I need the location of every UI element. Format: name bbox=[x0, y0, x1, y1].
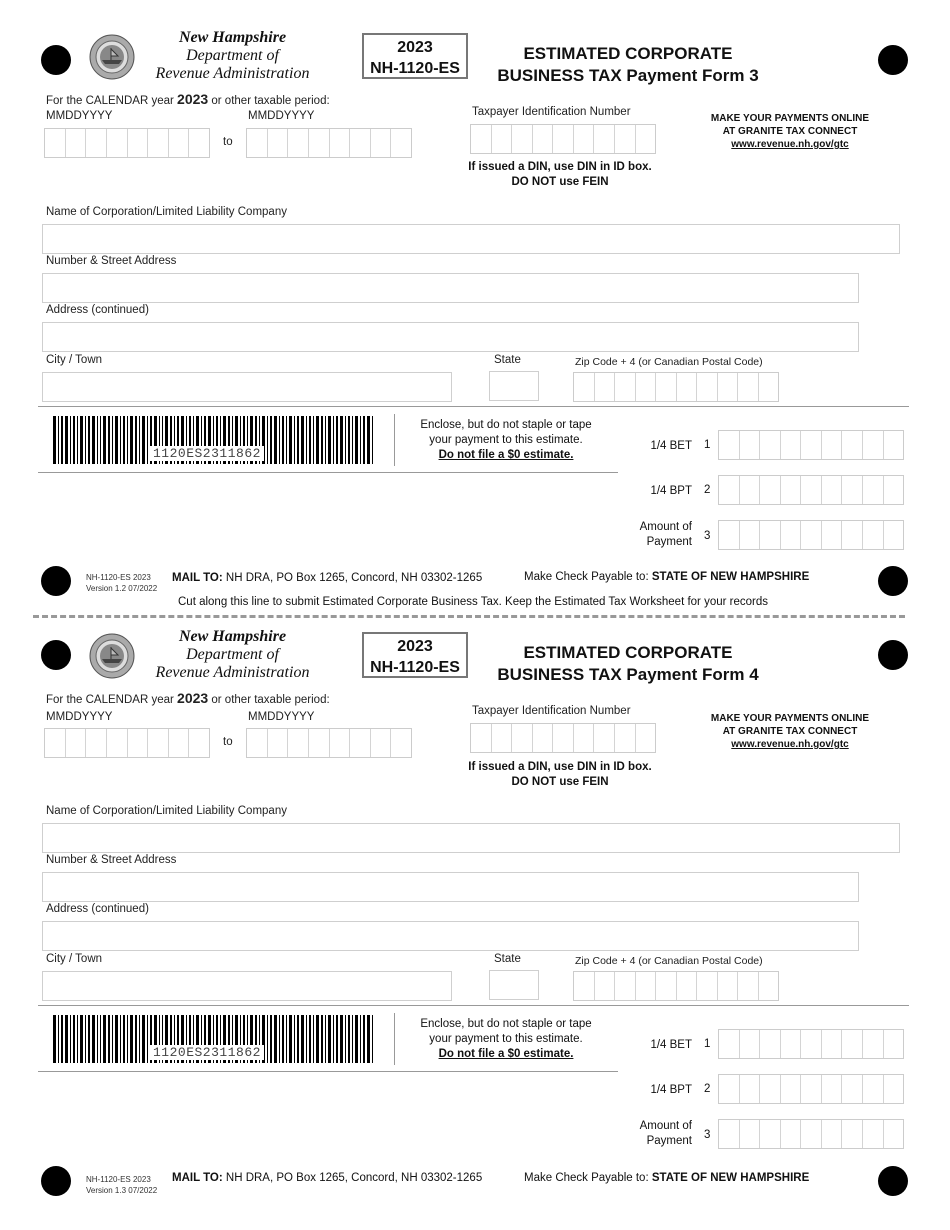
tin-label: Taxpayer Identification Number bbox=[472, 705, 631, 717]
payable-label: Make Check Payable to: bbox=[524, 1172, 649, 1184]
agency-dept: Department of bbox=[186, 646, 279, 663]
calendar-suffix: or other taxable period: bbox=[211, 694, 330, 706]
section-divider bbox=[38, 406, 909, 407]
din-note-line-2: DO NOT use FEIN bbox=[511, 776, 609, 788]
address2-input[interactable] bbox=[42, 322, 859, 352]
line-3-label bbox=[620, 1119, 692, 1149]
form-number: NH-1120-ES bbox=[370, 60, 460, 77]
payable-name: STATE OF NEW HAMPSHIRE bbox=[651, 1172, 810, 1184]
online-url-link[interactable]: www.revenue.nh.gov/gtc bbox=[731, 739, 849, 750]
line-3-payment-input[interactable] bbox=[718, 520, 904, 550]
barcode-divider bbox=[394, 1013, 395, 1065]
enclose-line-1: Enclose, but do not staple or tape bbox=[420, 419, 592, 431]
address2-label: Address (continued) bbox=[46, 903, 149, 915]
barcode-text: 1120ES2311862 bbox=[150, 446, 264, 461]
version-line-1: NH-1120-ES 2023 bbox=[86, 1175, 151, 1184]
period-start-input[interactable] bbox=[44, 728, 210, 758]
calendar-year: 2023 bbox=[177, 690, 209, 706]
state-input[interactable] bbox=[489, 970, 539, 1000]
enclose-line-3: Do not file a $0 estimate. bbox=[438, 449, 574, 461]
payable-to bbox=[524, 1172, 809, 1184]
line-3-label bbox=[620, 520, 692, 550]
form-version bbox=[86, 1174, 157, 1196]
payment-form-3 bbox=[0, 0, 950, 608]
calendar-prefix: For the CALENDAR year bbox=[46, 95, 174, 107]
registration-mark-bottom-left bbox=[41, 1166, 71, 1196]
mail-to bbox=[172, 1172, 482, 1184]
barcode-divider bbox=[394, 414, 395, 466]
line-3-number: 3 bbox=[704, 530, 711, 542]
title-line-2: BUSINESS TAX Payment Form 4 bbox=[497, 665, 759, 684]
line-2-number: 2 bbox=[704, 484, 711, 496]
state-seal-icon bbox=[89, 34, 135, 80]
agency-name bbox=[140, 628, 325, 682]
payable-label: Make Check Payable to: bbox=[524, 571, 649, 583]
agency-state: New Hampshire bbox=[178, 628, 287, 645]
mail-address: NH DRA, PO Box 1265, Concord, NH 03302-1265 bbox=[225, 572, 483, 584]
online-line-1: MAKE YOUR PAYMENTS ONLINE bbox=[710, 713, 870, 724]
name-label: Name of Corporation/Limited Liability Company bbox=[46, 805, 287, 817]
company-name-input[interactable] bbox=[42, 823, 900, 853]
line-1-label: 1/4 BET bbox=[650, 440, 692, 452]
company-name-input[interactable] bbox=[42, 224, 900, 254]
agency-admin: Revenue Administration bbox=[155, 664, 310, 681]
din-note-line-1: If issued a DIN, use DIN in ID box. bbox=[468, 161, 652, 173]
line-3-label-2: Payment bbox=[646, 536, 692, 548]
calendar-prefix: For the CALENDAR year bbox=[46, 694, 174, 706]
registration-mark-right bbox=[878, 640, 908, 670]
form-version bbox=[86, 572, 157, 594]
payable-name: STATE OF NEW HAMPSHIRE bbox=[651, 571, 810, 583]
tin-label: Taxpayer Identification Number bbox=[472, 106, 631, 118]
line-1-number: 1 bbox=[704, 439, 711, 451]
date-format-to: MMDDYYYY bbox=[248, 711, 315, 723]
title-line-1: ESTIMATED CORPORATE bbox=[523, 643, 733, 662]
registration-mark-right bbox=[878, 45, 908, 75]
barcode-underline bbox=[38, 1071, 618, 1072]
calendar-year: 2023 bbox=[177, 91, 209, 107]
line-3-label-2: Payment bbox=[646, 1135, 692, 1147]
form-year: 2023 bbox=[397, 39, 433, 56]
line-1-bet-input[interactable] bbox=[718, 430, 904, 460]
enclose-line-2: your payment to this estimate. bbox=[429, 1033, 583, 1045]
street-label: Number & Street Address bbox=[46, 255, 177, 267]
online-payment-note bbox=[700, 112, 880, 151]
city-input[interactable] bbox=[42, 971, 452, 1001]
city-label: City / Town bbox=[46, 953, 103, 965]
agency-name bbox=[140, 29, 325, 83]
street-address-input[interactable] bbox=[42, 273, 859, 303]
enclose-line-1: Enclose, but do not staple or tape bbox=[420, 1018, 592, 1030]
payable-to bbox=[524, 571, 809, 583]
state-label: State bbox=[494, 953, 521, 965]
address2-input[interactable] bbox=[42, 921, 859, 951]
online-url-link[interactable]: www.revenue.nh.gov/gtc bbox=[731, 139, 849, 150]
din-note bbox=[460, 160, 660, 190]
state-seal-icon bbox=[89, 633, 135, 679]
title-line-1: ESTIMATED CORPORATE bbox=[523, 44, 733, 63]
line-1-label: 1/4 BET bbox=[650, 1039, 692, 1051]
agency-dept: Department of bbox=[186, 47, 279, 64]
enclose-line-2: your payment to this estimate. bbox=[429, 434, 583, 446]
line-1-bet-input[interactable] bbox=[718, 1029, 904, 1059]
version-line-2: Version 1.2 07/2022 bbox=[86, 584, 158, 593]
street-label: Number & Street Address bbox=[46, 854, 177, 866]
line-3-label-1: Amount of bbox=[639, 1120, 692, 1132]
to-label: to bbox=[223, 136, 233, 148]
section-divider bbox=[38, 1005, 909, 1006]
date-format-from: MMDDYYYY bbox=[46, 711, 113, 723]
period-start-input[interactable] bbox=[44, 128, 210, 158]
enclose-note bbox=[410, 1017, 602, 1062]
city-input[interactable] bbox=[42, 372, 452, 402]
din-note bbox=[460, 760, 660, 790]
registration-mark-bottom-left bbox=[41, 566, 71, 596]
zip-input[interactable] bbox=[573, 971, 779, 1001]
line-2-number: 2 bbox=[704, 1083, 711, 1095]
enclose-note bbox=[410, 418, 602, 463]
form-title bbox=[488, 642, 768, 686]
form-number-box bbox=[362, 33, 468, 79]
registration-mark-left bbox=[41, 640, 71, 670]
agency-admin: Revenue Administration bbox=[155, 65, 310, 82]
registration-mark-bottom-right bbox=[878, 1166, 908, 1196]
date-format-from: MMDDYYYY bbox=[46, 110, 113, 122]
tin-input[interactable] bbox=[470, 124, 656, 154]
version-line-1: NH-1120-ES 2023 bbox=[86, 573, 151, 582]
din-note-line-2: DO NOT use FEIN bbox=[511, 176, 609, 188]
barcode-underline bbox=[38, 472, 618, 473]
name-label: Name of Corporation/Limited Liability Company bbox=[46, 206, 287, 218]
enclose-line-3: Do not file a $0 estimate. bbox=[438, 1048, 574, 1060]
zip-label: Zip Code + 4 (or Canadian Postal Code) bbox=[575, 356, 763, 368]
street-address-input[interactable] bbox=[42, 872, 859, 902]
line-2-label: 1/4 BPT bbox=[650, 1084, 692, 1096]
line-2-bpt-input[interactable] bbox=[718, 1074, 904, 1104]
cut-note: Cut along this line to submit Estimated Corporate Business Tax. Keep the Estimated Tax Worksheet for your records bbox=[178, 596, 768, 608]
calendar-year-label bbox=[46, 91, 330, 107]
form-title bbox=[488, 43, 768, 87]
state-input[interactable] bbox=[489, 371, 539, 401]
city-label: City / Town bbox=[46, 354, 103, 366]
payment-form-4 bbox=[0, 599, 950, 1199]
version-line-2: Version 1.3 07/2022 bbox=[86, 1186, 158, 1195]
din-note-line-1: If issued a DIN, use DIN in ID box. bbox=[468, 761, 652, 773]
line-3-number: 3 bbox=[704, 1129, 711, 1141]
form-number-box bbox=[362, 632, 468, 678]
line-3-label-1: Amount of bbox=[639, 521, 692, 533]
mail-to bbox=[172, 572, 482, 584]
form-year: 2023 bbox=[397, 638, 433, 655]
title-line-2: BUSINESS TAX Payment Form 3 bbox=[497, 66, 759, 85]
online-line-2: AT GRANITE TAX CONNECT bbox=[722, 126, 858, 137]
online-payment-note bbox=[700, 712, 880, 751]
form-number: NH-1120-ES bbox=[370, 659, 460, 676]
tin-input[interactable] bbox=[470, 723, 656, 753]
line-1-number: 1 bbox=[704, 1038, 711, 1050]
mail-to-label: MAIL TO: bbox=[172, 1172, 223, 1184]
zip-input[interactable] bbox=[573, 372, 779, 402]
period-end-input[interactable] bbox=[246, 728, 412, 758]
zip-label: Zip Code + 4 (or Canadian Postal Code) bbox=[575, 955, 763, 967]
calendar-year-label bbox=[46, 690, 330, 706]
line-2-label: 1/4 BPT bbox=[650, 485, 692, 497]
address2-label: Address (continued) bbox=[46, 304, 149, 316]
agency-state: New Hampshire bbox=[178, 29, 287, 46]
barcode-text: 1120ES2311862 bbox=[150, 1045, 264, 1060]
online-line-2: AT GRANITE TAX CONNECT bbox=[722, 726, 858, 737]
date-format-to: MMDDYYYY bbox=[248, 110, 315, 122]
registration-mark-left bbox=[41, 45, 71, 75]
online-line-1: MAKE YOUR PAYMENTS ONLINE bbox=[710, 113, 870, 124]
mail-to-label: MAIL TO: bbox=[172, 572, 223, 584]
state-label: State bbox=[494, 354, 521, 366]
period-end-input[interactable] bbox=[246, 128, 412, 158]
to-label: to bbox=[223, 736, 233, 748]
calendar-suffix: or other taxable period: bbox=[211, 95, 330, 107]
registration-mark-bottom-right bbox=[878, 566, 908, 596]
mail-address: NH DRA, PO Box 1265, Concord, NH 03302-1265 bbox=[225, 1172, 483, 1184]
line-2-bpt-input[interactable] bbox=[718, 475, 904, 505]
line-3-payment-input[interactable] bbox=[718, 1119, 904, 1149]
